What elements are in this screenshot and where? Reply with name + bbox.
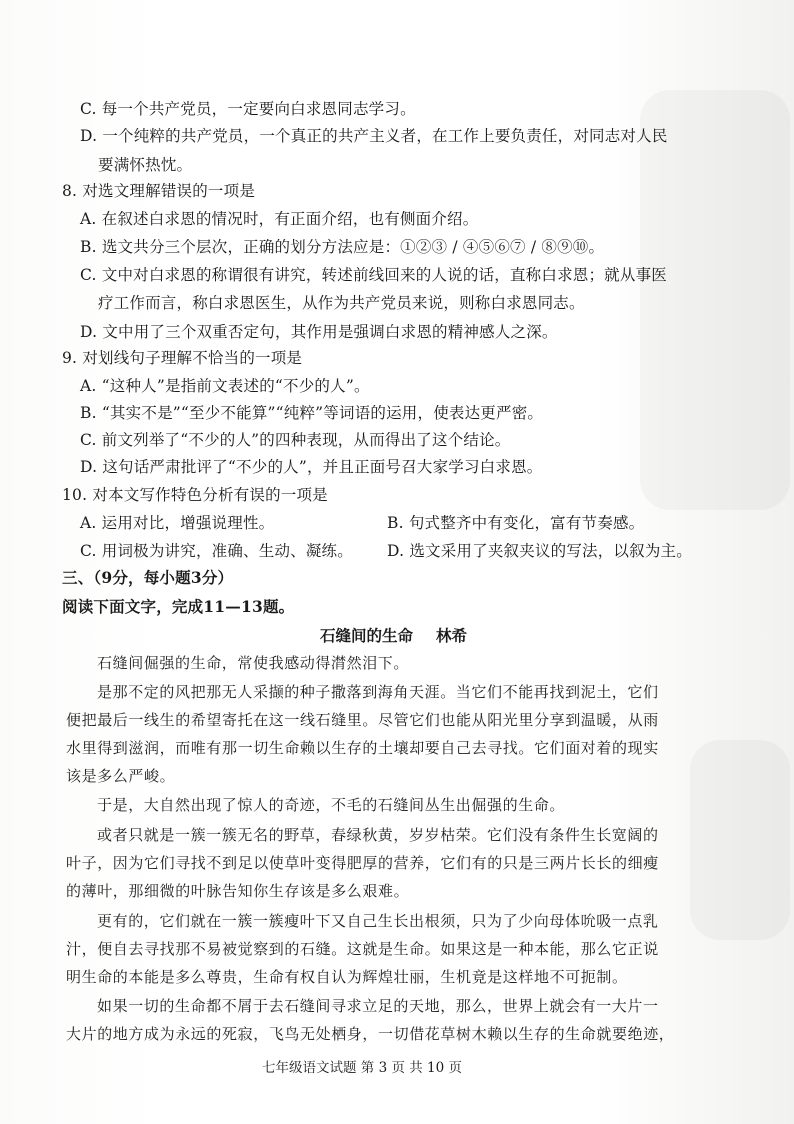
passage-paragraph-4-line-1: 或者只就是一簇一簇无名的野草，春绿秋黄，岁岁枯荣。它们没有条件生长宽阔的 xyxy=(97,826,659,844)
q8-option-a: A. 在叙述白求恩的情况时，有正面介绍，也有侧面介绍。 xyxy=(80,210,479,228)
passage-paragraph-4-line-3: 的薄叶，那细微的叶脉告知你生存该是多么艰难。 xyxy=(66,882,410,900)
passage-paragraph-6-line-1: 如果一切的生命都不屑于去石缝间寻求立足的天地，那么，世界上就会有一大片一 xyxy=(97,997,659,1015)
passage-paragraph-2-line-1: 是那不定的风把那无人采撷的种子撒落到海角天涯。当它们不能再找到泥土，它们 xyxy=(97,683,659,701)
passage-paragraph-4-line-2: 叶子，因为它们寻找不到足以使草叶变得肥厚的营养，它们有的只是三两片长长的细瘦 xyxy=(66,854,659,872)
q8-option-c: C. 文中对白求恩的称谓很有讲究，转述前线回来的人说的话，直称白求恩；就从事医 xyxy=(80,266,667,284)
q8-option-b: B. 选文共分三个层次，正确的划分方法应是：①②③ / ④⑤⑥⑦ / ⑧⑨⑩。 xyxy=(80,238,605,256)
q7-option-c: C. 每一个共产党员，一定要向白求恩同志学习。 xyxy=(80,100,416,118)
passage-paragraph-2-line-2: 便把最后一线生的希望寄托在这一线石缝里。尽管它们也能从阳光里分享到温暖，从雨 xyxy=(66,711,659,729)
q9-stem: 9. 对划线句子理解不恰当的一项是 xyxy=(62,349,303,367)
passage-title: 石缝间的生命 xyxy=(320,626,414,645)
q7-option-d: D. 一个纯粹的共产党员，一个真正的共产主义者，在工作上要负责任，对同志对人民 xyxy=(80,127,668,145)
passage-paragraph-5-line-3: 明生命的本能是多么尊贵，生命有权自认为辉煌壮丽，生机竟是这样地不可扼制。 xyxy=(66,968,628,986)
q10-option-d: D. 选文采用了夹叙夹议的写法，以叙为主。 xyxy=(387,542,692,560)
passage-paragraph-1: 石缝间倔强的生命，常使我感动得潸然泪下。 xyxy=(97,654,410,672)
q10-option-a: A. 运用对比，增强说理性。 xyxy=(80,514,275,532)
q8-option-d: D. 文中用了三个双重否定句，其作用是强调白求恩的精神感人之深。 xyxy=(80,323,558,341)
q9-option-c: C. 前文列举了“不少的人”的四种表现，从而得出了这个结论。 xyxy=(80,431,511,449)
q10-option-b: B. 句式整齐中有变化，富有节奏感。 xyxy=(387,514,645,532)
q10-stem: 10. 对本文写作特色分析有误的一项是 xyxy=(62,486,328,504)
bleed-through-shadow xyxy=(690,740,790,940)
passage-author: 林希 xyxy=(436,626,468,645)
passage-paragraph-6-line-2: 大片的地方成为永远的死寂，飞鸟无处栖身，一切借花草树木赖以生存的生命就要绝迹， xyxy=(66,1025,675,1043)
section-instruction: 阅读下面文字，完成11—13题。 xyxy=(62,597,295,616)
passage-paragraph-2-line-4: 该是多么严峻。 xyxy=(66,767,176,785)
q8-option-c-continued: 疗工作而言，称白求恩医生，从作为共产党员来说，则称白求恩同志。 xyxy=(98,294,585,312)
q7-option-d-continued: 要满怀热忱。 xyxy=(98,156,193,174)
page-footer: 七年级语文试题 第 3 页 共 10 页 xyxy=(262,1060,463,1076)
bleed-through-shadow xyxy=(640,90,790,510)
q9-option-d: D. 这句话严肃批评了“不少的人”，并且正面号召大家学习白求恩。 xyxy=(80,458,543,476)
passage-paragraph-2-line-3: 水里得到滋润，而唯有那一切生命赖以生存的土壤却要自己去寻找。它们面对着的现实 xyxy=(66,739,659,757)
q8-stem: 8. 对选文理解错误的一项是 xyxy=(62,182,256,200)
passage-paragraph-5-line-1: 更有的，它们就在一簇一簇瘦叶下又自己生长出根须，只为了少向母体吮吸一点乳 xyxy=(97,912,659,930)
q9-option-a: A. “这种人”是指前文表述的“不少的人”。 xyxy=(80,377,370,395)
section-heading: 三、（9分，每小题3分） xyxy=(62,568,234,587)
passage-paragraph-5-line-2: 汁，便自去寻找那不易被觉察到的石缝。这就是生命。如果这是一种本能，那么它正说 xyxy=(66,940,659,958)
passage-paragraph-3: 于是，大自然出现了惊人的奇迹，不毛的石缝间丛生出倔强的生命。 xyxy=(97,796,566,814)
q10-option-c: C. 用词极为讲究，准确、生动、凝练。 xyxy=(80,542,353,560)
q9-option-b: B. “其实不是”“至少不能算”“纯粹”等词语的运用，使表达更严密。 xyxy=(80,404,544,422)
